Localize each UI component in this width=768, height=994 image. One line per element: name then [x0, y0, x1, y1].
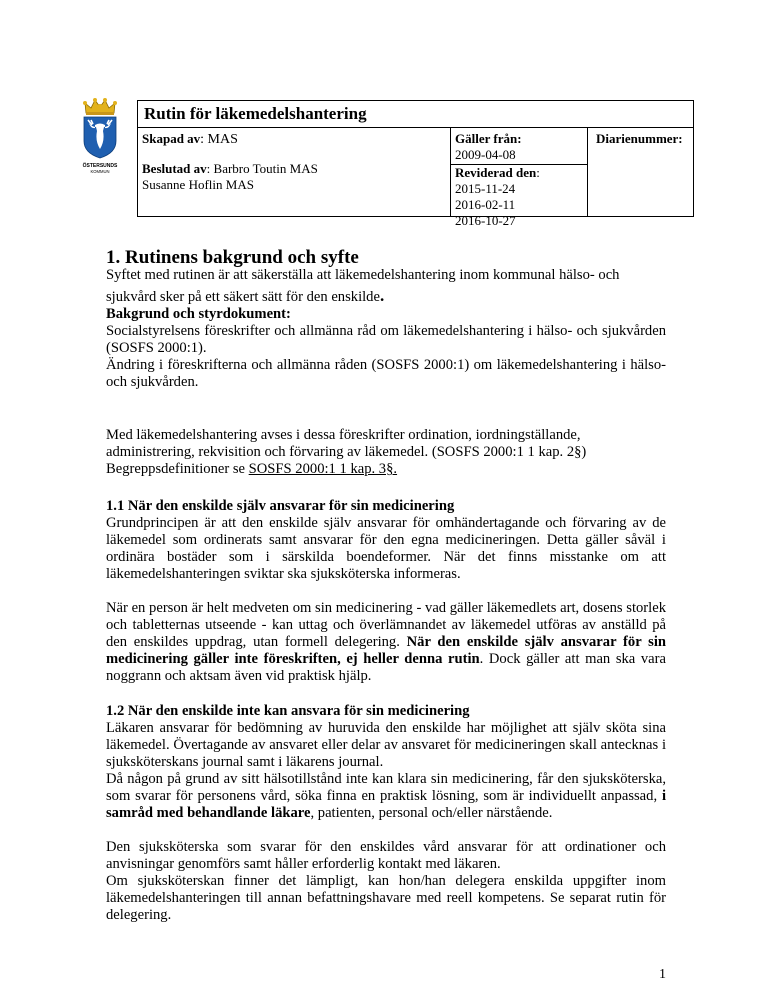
section1-2-p2-text: Då någon på grund av sitt hälsotillstånd inte kan klara sin medicinering, får den sjuksköterska, som svarar för personens vård, söka finna en praktisk lösning, som är individuellt anpassad, [106, 771, 666, 804]
background-heading: Bakgrund och styrdokument: [106, 306, 291, 322]
section1-2-p2-end: , patienten, personal och/eller närstående. [310, 805, 553, 821]
shield-icon [84, 117, 116, 158]
background-paragraph-1: Socialstyrelsens föreskrifter och allmänna råd om läkemedelshantering i hälso- och sjukvården (SOSFS 2000:1). [106, 323, 666, 356]
decided-second: Susanne Hoflin MAS [142, 177, 254, 192]
created-label: Skapad av [142, 131, 201, 146]
definition-paragraph [106, 427, 666, 478]
section1-1-paragraph-2 [106, 600, 666, 685]
crown-icon [83, 98, 117, 115]
revised-label: Reviderad den [455, 165, 537, 180]
section-heading-1-1: 1.1 När den enskilde själv ansvarar för sin medicinering [106, 498, 455, 514]
section1-2-paragraph-1: Läkaren ansvarar för bedömning av huruvida den enskilde har möjlighet att själv sköta sina läkemedel. Övertagande av ansvaret eller delar av ansvaret för medicineringen skall antecknas i sjuksköterskans journal samt i läkarens journal. [106, 720, 666, 770]
section1-1-p2-bold: När den enskilde själv ansvarar för sin medicinering gäller inte föreskriften, ej heller denna rutin [106, 634, 666, 667]
decided-label: Beslutad av [142, 161, 207, 176]
document-title: Rutin för läkemedelshantering [138, 101, 693, 128]
section-heading-1-2: 1.2 När den enskilde inte kan ansvara för sin medicinering [106, 703, 470, 719]
revised-date-3: 2016-10-27 [455, 213, 516, 228]
definition-line-2: administrering, rekvisition och förvaring av läkemedel. (SOSFS 2000:1 1 kap. 2§) [106, 444, 587, 460]
section1-1-paragraph-1: Grundprincipen är att den enskilde själv ansvarar för omhändertagande och förvaring av de läkemedel som ordinerats samt ansvarar för den egna medicineringen. Detta gäller såväl i ordinära bostäder som i särskilda boendeformer. När det finns misstanke om att läkemedelshanteringen sviktar ska sjuksköterska informeras. [106, 515, 666, 582]
revised-colon: : [536, 165, 540, 180]
created-value: : MAS [200, 132, 238, 147]
intro-line-2: sjukvård sker på ett säkert sätt för den enskilde [106, 289, 380, 305]
page-number: 1 [659, 967, 666, 982]
header-dates-cell [450, 128, 587, 228]
header-author-cell [138, 128, 450, 216]
section1-2-paragraph-3: Den sjuksköterska som svarar för den enskildes vård ansvarar för att ordinationer och anvisningar genomförs samt håller erforderlig kontakt med läkaren. [106, 839, 666, 872]
valid-from-label: Gäller från: [455, 131, 522, 146]
sosfs-definitions-link[interactable]: SOSFS 2000:1 1 kap. 3§. [248, 461, 398, 477]
definition-line-1: Med läkemedelshantering avses i dessa föreskrifter ordination, iordningställande, [106, 427, 581, 443]
background-paragraph-2: Ändring i föreskrifterna och allmänna råden (SOSFS 2000:1) om läkemedelshantering i hälso- och sjukvården. [106, 357, 666, 390]
section1-2-p2-bold: i samråd med behandlande läkare [106, 788, 666, 821]
intro-period: . [379, 286, 385, 305]
section1-1-p2-end: . Dock gäller att man ska vara noggrann och aktsam även vid praktisk hjälp. [106, 651, 666, 684]
diary-number-label: Diarienummer: [596, 131, 683, 146]
section1-2-paragraph-2 [106, 771, 666, 822]
intro-line-1: Syftet med rutinen är att säkerställa att läkemedelshantering inom kommunal hälso- och [106, 267, 620, 283]
municipality-logo [80, 97, 120, 177]
document-header-table [137, 100, 694, 228]
revised-date-1: 2015-11-24 [455, 181, 516, 196]
section1-intro [106, 266, 666, 306]
definition-line-3: Begreppsdefinitioner se [106, 461, 249, 477]
header-diary-cell [587, 128, 694, 216]
revised-date-2: 2016-02-11 [455, 197, 516, 212]
svg-text:KOMMUN: KOMMUN [90, 169, 110, 174]
dates-divider [451, 164, 587, 165]
section-heading-1: 1. Rutinens bakgrund och syfte [106, 247, 359, 268]
svg-text:ÖSTERSUNDS: ÖSTERSUNDS [82, 163, 118, 169]
section1-1-p2-text: När en person är helt medveten om sin medicinering - vad gäller läkemedlets art, dosens storlek och tabletternas utseende - kan uttag och överlämnandet av läkemedel utföras av anställd på den enskildes uppdrag, utan formell delegering. [106, 600, 666, 650]
valid-from-date: 2009-04-08 [455, 147, 516, 162]
section1-2-paragraph-4: Om sjuksköterskan finner det lämpligt, kan hon/han delegera enskilda uppgifter inom läkemedelshanteringen till annan befattningshavare med reell kompetens. Se separat rutin för delegering. [106, 873, 666, 923]
decided-value: : Barbro Toutin MAS [206, 161, 318, 176]
